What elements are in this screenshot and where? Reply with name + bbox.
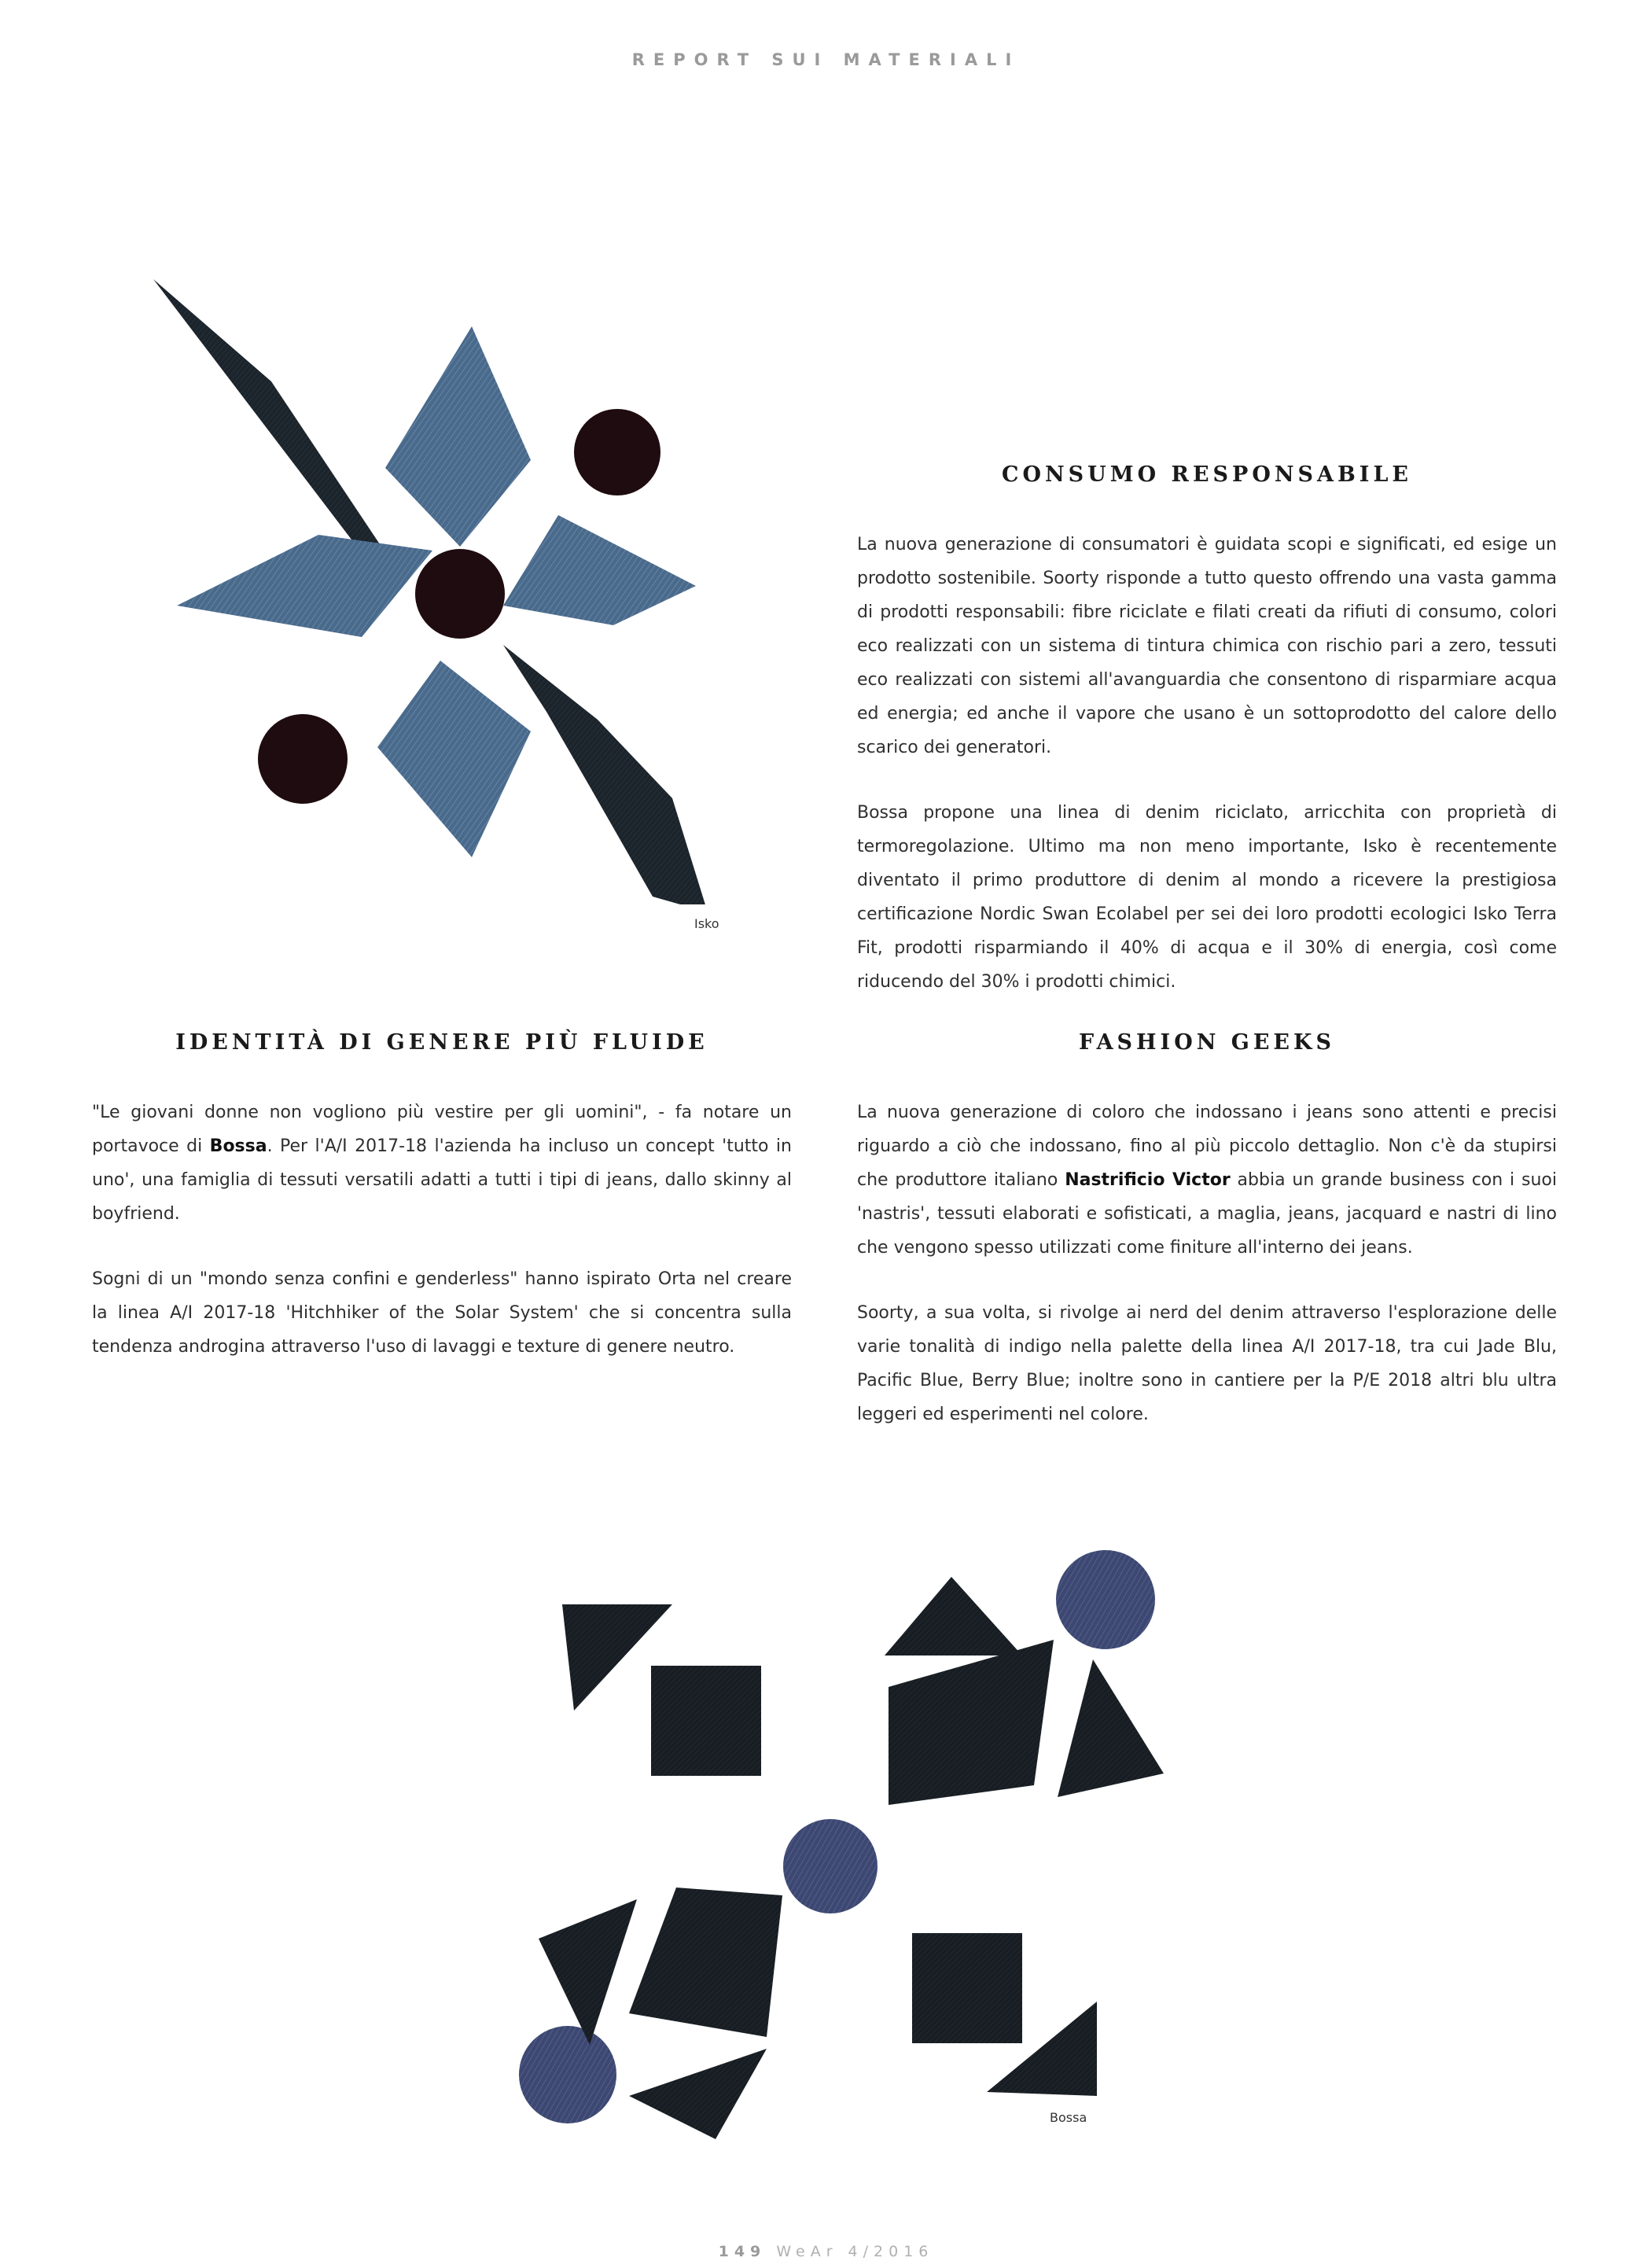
identita-paragraph-1: "Le giovani donne non vogliono più vestire per gli uomini", - fa notare un portavoce di Bossa. Per l'A/I 2017-18 l'azienda ha incluso un concept 'tutto in uno', una famiglia di tessuti versatili adatti a tutti i tipi di jeans, dallo skinny al boyfriend.	[92, 1103, 792, 1224]
navy-dot-top-right	[1056, 1550, 1155, 1649]
isko-denim-artwork	[149, 275, 763, 904]
consumo-paragraph-2: Bossa propone una linea di denim riciclato, arricchita con proprietà di termoregolazione. Ultimo ma non meno importante, Isko è recentemente diventato il primo produttore di denim al mondo a ricevere la prestigiosa certificazione Nordic Swan Ecolabel per sei dei loro prodotti ecologici Isko Terra Fit, prodotti risparmiando il 40% di acqua e il 30% di energia, così come riducendo del 30% i prodotti chimici.	[857, 803, 1557, 992]
diamond-bottom	[377, 661, 531, 857]
dot-bottom-left	[258, 714, 348, 804]
navy-dot-center	[783, 1819, 878, 1913]
triangle-right	[1058, 1659, 1164, 1797]
diamond-right	[503, 515, 696, 625]
quad-bottom-center	[629, 1888, 782, 2037]
brand-nastrificio-victor: Nastrificio Victor	[1065, 1170, 1231, 1190]
page-number: 149	[718, 2243, 767, 2260]
dark-blade-top-left	[153, 279, 381, 547]
magazine-issue: WeAr 4/2016	[776, 2243, 934, 2260]
brand-bossa: Bossa	[209, 1136, 267, 1156]
triangle-top-right	[885, 1577, 1022, 1655]
triangle-bottom-center	[629, 2049, 767, 2139]
navy-dot-bottom-left	[519, 2026, 616, 2123]
fashion-paragraph-2: Soorty, a sua volta, si rivolge ai nerd del denim attraverso l'esplorazione delle varie tonalità di indigo nella palette della linea A/I 2017-18, tra cui Jade Blu, Pacific Blue, Berry Blue; inoltre sono in cantiere per la P/E 2018 altri blu ultra leggeri ed esperimenti nel colore.	[857, 1303, 1557, 1424]
triangle-bottom-left	[539, 1899, 637, 2045]
page-footer	[0, 2243, 1652, 2260]
diamond-top	[385, 326, 531, 547]
consumo-paragraph-1: La nuova generazione di consumatori è guidata scopi e significati, ed esige un prodotto sostenibile. Soorty risponde a tutto questo offrendo una vasta gamma di prodotti responsabili: fibre riciclate e filati creati da rifiuti di consumo, colori eco realizzati con un sistema di tintura chimica con rischio pari a zero, tessuti eco realizzati con sistemi all'avanguardia che consentono di risparmiare acqua ed energia; ed anche il vapore che usano è un sottoprodotto del calore dello scarico dei generatori.	[857, 535, 1557, 757]
identita-section	[92, 1030, 792, 1395]
fashion-paragraph-1: La nuova generazione di coloro che indossano i jeans sono attenti e precisi riguardo a ciò che indossano, fino al più piccolo dettaglio. Non c'è da stupirsi che produttore italiano Nastrificio Victor abbia un grande business con i suoi 'nastris', tessuti elaborati e sofisticati, a maglia, jeans, jacquard e nastri di lino che vengono spesso utilizzati come finiture all'interno dei jeans.	[857, 1103, 1557, 1258]
trapezoid-top-right	[889, 1640, 1054, 1805]
identita-title: IDENTITÀ DI GENERE PIÙ FLUIDE	[175, 1030, 708, 1055]
dark-blade-bottom-right	[503, 645, 708, 904]
dot-center	[415, 549, 505, 639]
consumo-section	[857, 462, 1557, 1030]
fashion-title: FASHION GEEKS	[1079, 1030, 1335, 1055]
bossa-denim-artwork	[511, 1526, 1258, 2155]
section-header: REPORT SUI MATERIALI	[631, 50, 1021, 69]
fashion-section	[857, 1030, 1557, 1463]
square-bottom-right	[912, 1933, 1022, 2043]
identita-paragraph-2: Sogni di un "mondo senza confini e genderless" hanno ispirato Orta nel creare la linea A/I 2017-18 'Hitchhiker of the Solar System' che si concentra sulla tendenza androgina attraverso l'uso di lavaggi e texture di genere neutro.	[92, 1269, 792, 1357]
dot-top-right	[574, 409, 660, 495]
square-top-left	[651, 1666, 761, 1776]
image-credit-isko: Isko	[694, 916, 719, 931]
consumo-title: CONSUMO RESPONSABILE	[1001, 462, 1413, 487]
diamond-left	[177, 535, 432, 637]
image-credit-bossa: Bossa	[1050, 2110, 1087, 2125]
